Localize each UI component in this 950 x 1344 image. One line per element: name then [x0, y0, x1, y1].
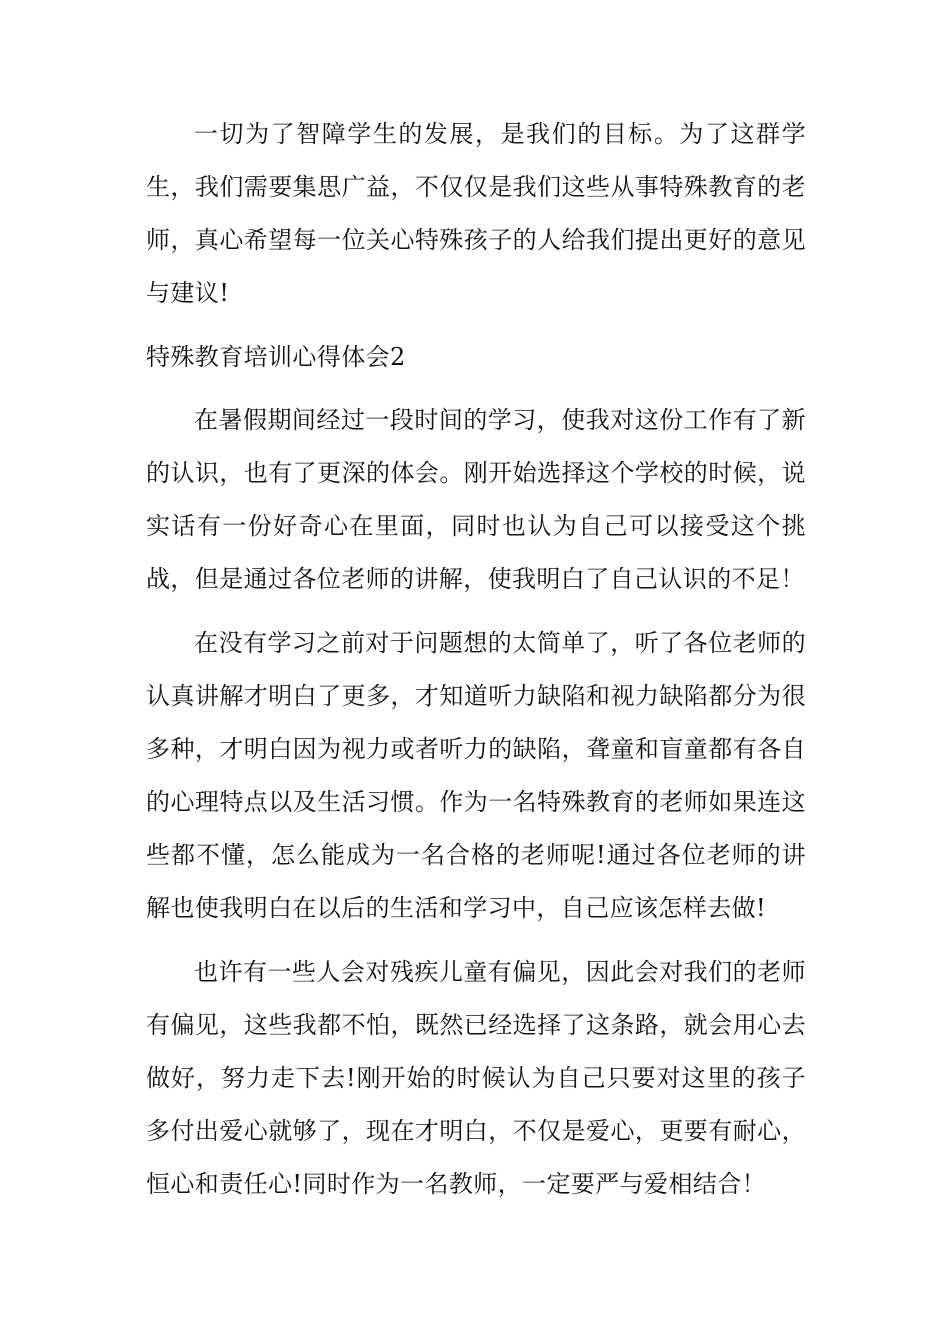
body-paragraph-3: 也许有一些人会对残疾儿童有偏见，因此会对我们的老师有偏见，这些我都不怕，既然已经选择了这条路，就会用心去做好，努力走下去!刚开始的时候认为自己只要对这里的孩子多付出爱心就够了，现在才明白，不仅是爱心，更要有耐心，恒心和责任心!同时作为一名教师，一定要严与爱相结合！ — [146, 958, 806, 1198]
body-paragraph-2: 在没有学习之前对于问题想的太简单了，听了各位老师的认真讲解才明白了更多，才知道听力缺陷和视力缺陷都分为很多种，才明白因为视力或者听力的缺陷，聋童和盲童都有各自的心理特点以及生活习惯。作为一名特殊教育的老师如果连这些都不懂，怎么能成为一名合格的老师呢!通过各位老师的讲解也使我明白在以后的生活和学习中，自己应该怎样去做! — [146, 629, 806, 922]
body-paragraph-1: 在暑假期间经过一段时间的学习，使我对这份工作有了新的认识，也有了更深的体会。刚开始选择这个学校的时候，说实话有一份好奇心在里面，同时也认为自己可以接受这个挑战，但是通过各位老师的讲解，使我明白了自己认识的不足！ — [146, 406, 806, 593]
section-heading: 特殊教育培训心得体会2 — [146, 343, 406, 371]
document-page — [146, 108, 806, 1211]
intro-paragraph: 一切为了智障学生的发展，是我们的目标。为了这群学生，我们需要集思广益，不仅仅是我们这些从事特殊教育的老师，真心希望每一位关心特殊孩子的人给我们提出更好的意见与建议! — [146, 120, 806, 307]
